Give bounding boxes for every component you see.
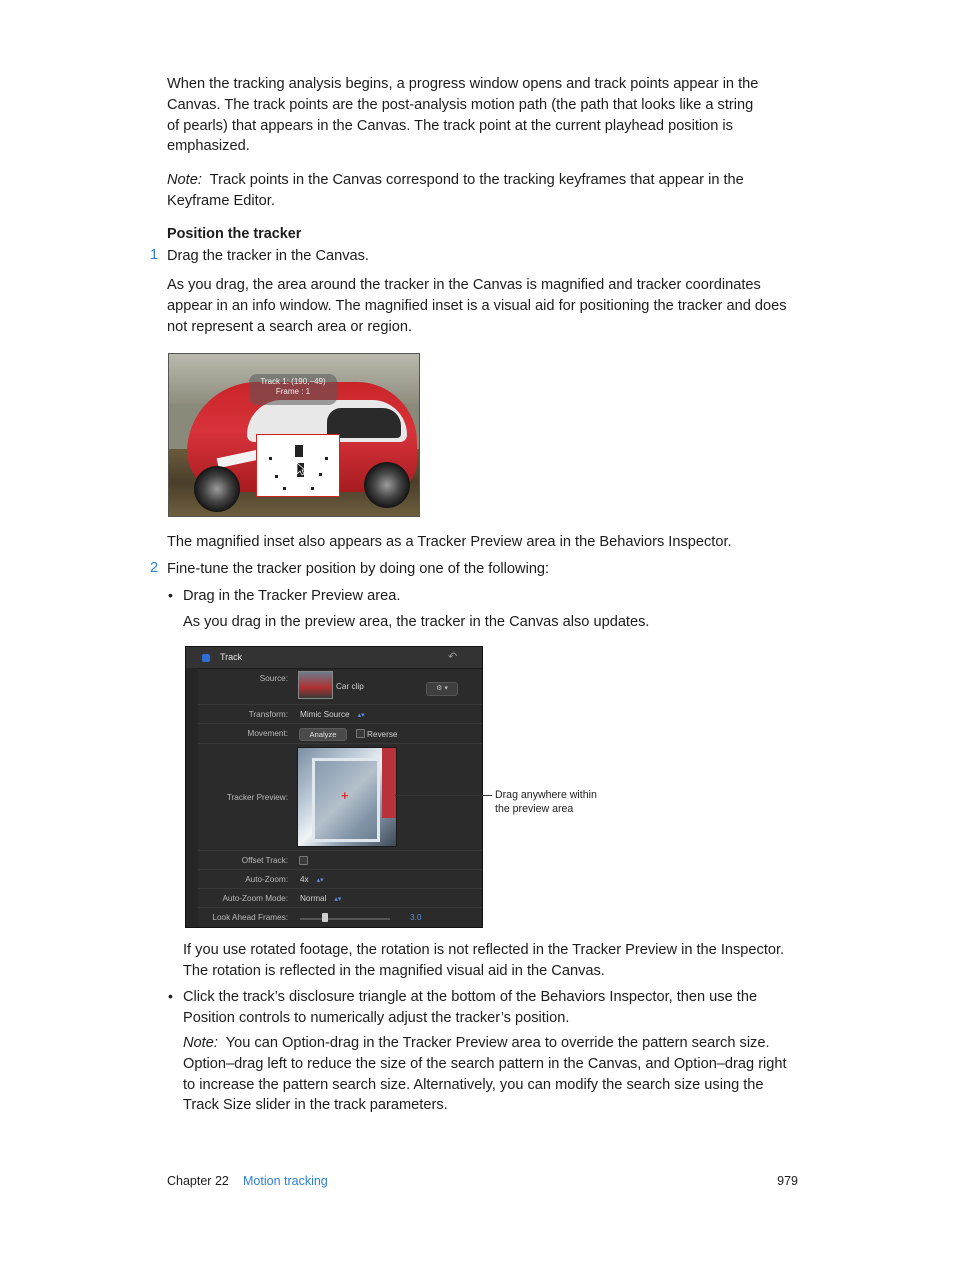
callout-text — [495, 789, 597, 816]
look-ahead-slider-knob[interactable] — [322, 913, 328, 922]
note-2-paragraph — [183, 1033, 798, 1116]
inset-pixel — [311, 487, 314, 490]
bullet-1-detail: As you drag in the preview area, the tracker in the Canvas also updates. — [183, 614, 650, 630]
step-number-1: 1 — [150, 247, 159, 263]
look-ahead-value[interactable]: 3.0 — [410, 913, 422, 922]
auto-zoom-mode-value: Normal — [300, 894, 327, 903]
offset-track-label: Offset Track: — [241, 856, 288, 865]
callout-line-1: Drag anywhere within — [495, 789, 597, 801]
bullet-2-text: Click the track’s disclosure triangle at the bottom of the Behaviors Inspector, then use the Position controls to numerically adjust the tracker’s position. — [183, 989, 758, 1026]
auto-zoom-mode-label: Auto-Zoom Mode: — [222, 894, 288, 903]
intro-paragraph: When the tracking analysis begins, a progress window opens and track points appear in the Canvas. The track points are the post-analysis motion path (the path that looks like a string of pearls) that appears in the Canvas. The track point at the current playhead position is emphasized. — [167, 76, 759, 155]
inset-pixel — [319, 473, 322, 476]
bullet-point: • — [168, 587, 173, 603]
tracker-crosshair-icon: + — [341, 788, 349, 803]
step-2-text: Fine-tune the tracker position by doing one of the following: — [167, 561, 550, 577]
tracker-preview-area[interactable] — [297, 747, 397, 847]
cursor-arrow-icon — [296, 462, 306, 476]
track-header — [186, 647, 482, 669]
note-text: Track points in the Canvas correspond to the tracking keyframes that appear in the Keyframe Editor. — [167, 172, 744, 209]
car-wheel-rear — [364, 462, 410, 508]
preview-paragraph: The magnified inset also appears as a Tracker Preview area in the Behaviors Inspector. — [167, 534, 732, 550]
magnified-inset[interactable] — [256, 434, 340, 497]
inset-pixel — [275, 475, 278, 478]
car-wheel-front — [194, 466, 240, 512]
reverse-checkbox[interactable] — [356, 729, 365, 738]
inset-pixel — [325, 457, 328, 460]
auto-zoom-popup[interactable] — [300, 875, 324, 884]
inset-pixel — [269, 457, 272, 460]
movement-label: Movement: — [247, 729, 288, 738]
note-label: Note: — [167, 172, 202, 188]
section-heading: Position the tracker — [167, 226, 302, 242]
tracker-frame: Frame : 1 — [275, 387, 311, 396]
source-value: Car clip — [336, 682, 364, 691]
reverse-label: Reverse — [367, 730, 398, 739]
row-divider — [198, 850, 482, 851]
auto-zoom-value: 4x — [300, 875, 309, 884]
offset-track-checkbox[interactable] — [299, 856, 308, 865]
popup-arrows-icon: ▴▾ — [316, 877, 324, 884]
transform-popup[interactable] — [300, 710, 365, 719]
inspector-indent — [186, 668, 198, 927]
auto-zoom-label: Auto-Zoom: — [245, 875, 288, 884]
behaviors-inspector-figure — [185, 646, 483, 928]
inset-pixel — [295, 445, 303, 457]
rotation-paragraph: If you use rotated footage, the rotation is not reflected in the Tracker Preview in the Inspector. The rotation is reflected in the magnified visual aid in the Canvas. — [183, 942, 785, 979]
row-divider — [198, 704, 482, 705]
callout-line — [395, 795, 492, 796]
analyze-button[interactable]: Analyze — [299, 728, 347, 741]
popup-arrows-icon: ▴▾ — [334, 896, 342, 903]
tracker-info-window — [249, 374, 337, 405]
track-enable-checkbox[interactable] — [202, 654, 210, 662]
page-number: 979 — [777, 1174, 798, 1188]
note-paragraph — [167, 170, 767, 212]
bullet-1-text: Drag in the Tracker Preview area. — [183, 588, 401, 604]
source-thumbnail[interactable] — [298, 671, 333, 699]
reset-icon[interactable]: ↶ — [448, 651, 458, 663]
popup-arrows-icon: ▴▾ — [357, 712, 365, 719]
footer-section-link[interactable]: Motion tracking — [243, 1174, 328, 1188]
row-divider — [198, 888, 482, 889]
row-divider — [198, 723, 482, 724]
note-2-label: Note: — [183, 1035, 218, 1051]
auto-zoom-mode-popup[interactable] — [300, 894, 341, 903]
transform-value: Mimic Source — [300, 710, 350, 719]
row-divider — [198, 907, 482, 908]
source-label: Source: — [259, 674, 288, 683]
bullet-point: • — [168, 988, 173, 1004]
magnify-paragraph: As you drag, the area around the tracker in the Canvas is magnified and tracker coordinates appear in an info window. The magnified inset is a visual aid for positioning the tracker and does not represent a search area or region. — [167, 277, 787, 335]
look-ahead-slider-track[interactable] — [300, 918, 390, 920]
step-number-2: 2 — [150, 560, 159, 576]
tracker-preview-label: Tracker Preview: — [226, 793, 288, 802]
source-gear-button[interactable]: ⚙ ▾ — [426, 682, 458, 696]
note-2-text: You can Option-drag in the Tracker Preview area to override the pattern search size. Option–drag left to reduce the size of the search pattern in the Canvas, and Option–drag right to increase the pattern search size. Alternatively, you can modify the search size using the Track Size slider in the track parameters. — [183, 1035, 787, 1114]
preview-red-edge — [382, 748, 396, 818]
transform-label: Transform: — [248, 710, 288, 719]
track-title: Track — [220, 652, 243, 662]
callout-line-2: the preview area — [495, 802, 574, 815]
canvas-tracker-figure — [168, 353, 420, 517]
tracker-coordinates: Track 1: (190,−49) — [260, 377, 326, 386]
inset-pixel — [283, 487, 286, 490]
footer-chapter: Chapter 22 — [167, 1174, 229, 1188]
row-divider — [198, 743, 482, 744]
row-divider — [198, 869, 482, 870]
step-1-text: Drag the tracker in the Canvas. — [167, 248, 369, 264]
look-ahead-label: Look Ahead Frames: — [212, 913, 288, 922]
